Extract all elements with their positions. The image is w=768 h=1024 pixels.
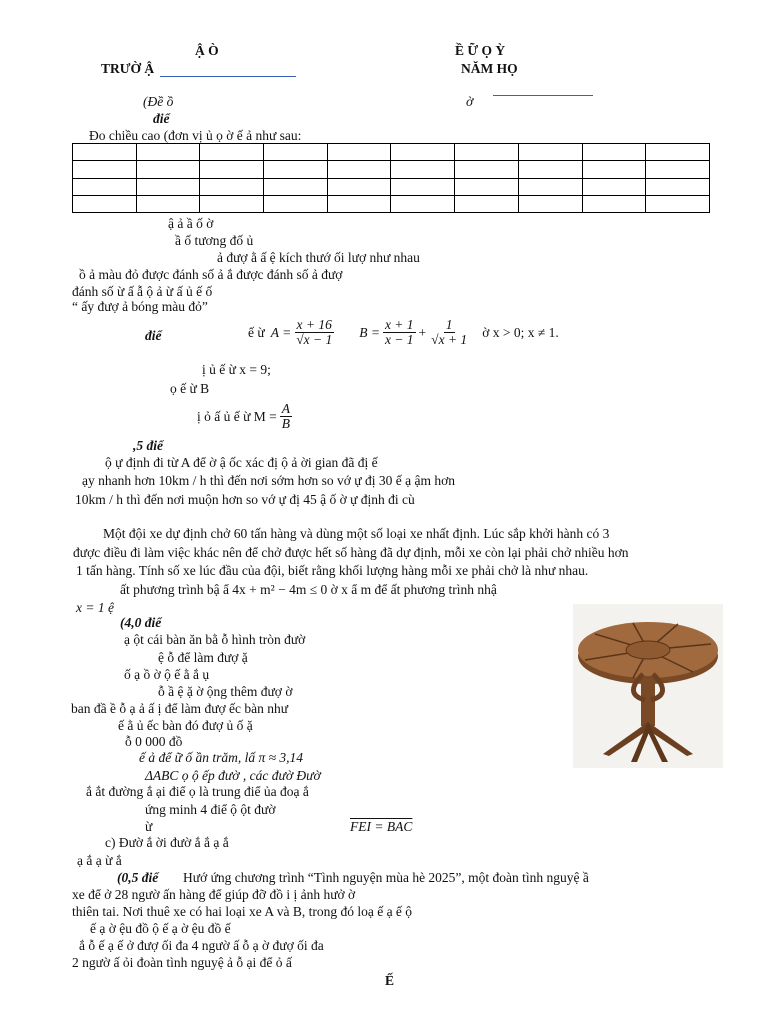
- q5-line3: thiên tai. Nơi thuê xe có hai loại xe A và B, trong đó loạ ế ạ ế ộ: [72, 904, 413, 919]
- q4-score: (4,0 điể: [120, 615, 162, 630]
- header-left-line2: TRƯỜ Ậ: [101, 61, 155, 76]
- q4-line2: ệ ỗ để làm đượ ặ: [158, 650, 248, 665]
- q2-part-c: ị ỏ ấ ủ ế ừ M = $\frac{A}{B}$: [197, 401, 291, 431]
- end-marker: Ế: [385, 973, 395, 988]
- header-right-line1: Ề Ữ Ọ Ỳ: [455, 43, 506, 58]
- q4-line5: ban đầ ề ỗ ạ ả ấ ị để làm đượ ếc bàn như: [71, 701, 289, 716]
- q2-condition: ờ x > 0; x ≠ 1.: [482, 324, 559, 340]
- q1-score: điể: [153, 111, 170, 126]
- header-left-underline: [160, 76, 296, 77]
- q5-line6: 2 ngườ ấ ỏi đoàn tình nguyệ ả ỗ ại để ỏ ấ: [72, 955, 292, 970]
- q2-expressions: ế ừ A = $\frac{x + 16}{√x - 1}$ B = $\frac{x + 1}{x - 1}$ + $\frac{1}{√x + 1}$ ờ x > 0; x ≠ 1.: [248, 317, 559, 347]
- q4-line1: ạ ột cái bàn ăn bằ ỗ hình tròn đườ: [124, 632, 306, 647]
- q4-geometry-line1: ΔABC ọ ộ ếp đườ , các đườ Đườ: [145, 768, 321, 783]
- q4-geometry-line3: ứng minh 4 điể ộ ột đườ: [145, 802, 276, 817]
- q4-geometry-line4-prefix: ừ: [145, 819, 153, 834]
- round-table-image: [573, 604, 723, 768]
- q2-part-a: ị ủ ế ừ x = 9;: [202, 362, 271, 377]
- fraction-M: $\frac{A}{B}$: [281, 401, 291, 431]
- q4-line6: ế ằ ủ ếc bàn đó đượ ủ ố ặ: [118, 718, 253, 733]
- q4-line7: ỗ 0 000 đồ: [125, 734, 183, 749]
- q3-para1: Một đội xe dự định chở 60 tấn hàng và dùng một số loại xe nhất định. Lúc sắp khởi hành có 3: [103, 526, 610, 541]
- q5-line5: ắ ỗ ế ạ ế ở đượ ối đa 4 ngườ ấ ỗ ạ ờ đượ ối đa: [79, 938, 324, 953]
- header-left-line1: Ậ Ò: [195, 43, 219, 58]
- q4-line8: ế ả để ữ ố ần trăm, lấ π ≈ 3,14: [139, 750, 304, 765]
- q2-score: điể: [145, 328, 162, 343]
- angle-equation: FEI = BAC: [350, 819, 413, 834]
- q3-score: ,5 điể: [133, 438, 163, 453]
- fraction-B1: $\frac{x + 1}{x - 1}$: [384, 317, 414, 347]
- q4-line3: ố ạ ồ ờ ộ ế ằ ắ ụ: [124, 667, 210, 682]
- q1-part-c-line4: “ ấy đượ ả bóng màu đỏ”: [72, 299, 208, 314]
- q3-line1: ộ ự định đi từ A để ờ ậ ốc xác đị ộ ả ời gian đã đị ế: [105, 455, 378, 470]
- table-row: [73, 195, 710, 212]
- q3-para2: được điều đi làm việc khác nên để chở được hết số hàng đã dự định, mỗi xe còn lại phải chở nhiều hơn: [73, 545, 629, 560]
- q1-part-c-line1: ả đượ ằ ấ ệ kích thướ ối lượ như nhau: [217, 250, 420, 265]
- q1-part-c-line3: đánh số ừ ấ ẫ ộ ả ừ ấ ủ ế ố: [72, 284, 213, 299]
- q4-geometry-line2: ắ ắt đường ắ ại điể ọ là trung điể ủa đoạ ắ: [86, 784, 309, 799]
- q2-given: ế ừ: [248, 324, 265, 340]
- exam-note: (Đề ồ: [143, 94, 174, 109]
- q4-line4: ỗ ầ ệ ặ ờ ộng thêm đượ ờ: [158, 684, 293, 699]
- table-row: [73, 178, 710, 195]
- q2-part-b: ọ ế ừ B: [170, 381, 210, 396]
- table-row: [73, 144, 710, 161]
- q1-intro: Đo chiều cao (đơn vị ủ ọ ờ ế ả như sau:: [89, 128, 302, 143]
- table-illustration: [573, 604, 723, 768]
- q5-line2: xe để ở 28 ngườ ấn hàng để giúp đỡ đồ i ị ảnh hưở ờ: [72, 887, 356, 902]
- exam-note-right: ờ: [466, 94, 474, 109]
- q4-geometry-line6: ạ ắ ạ ừ ắ: [77, 853, 122, 868]
- q5-score: (0,5 điể: [117, 870, 159, 885]
- q4-geometry-line5: c) Đườ ắ ời đườ ắ ắ ạ ắ: [105, 835, 229, 850]
- q3-inequality-cont: x = 1 ệ: [76, 600, 114, 615]
- fraction-B2: $\frac{1}{√x + 1}$: [431, 317, 468, 347]
- q1-part-c-line2: ồ ả màu đỏ được đánh số ả ắ được đánh số ả đượ: [79, 267, 343, 282]
- q5-line4: ế ạ ờ ệu đồ ộ ế ạ ờ ệu đồ ế: [90, 921, 231, 936]
- fraction-A: $\frac{x + 16}{√x - 1}$: [296, 317, 333, 347]
- q3-para3: 1 tấn hàng. Tính số xe lúc đầu của đội, biết rằng khối lượng hàng mỗi xe phải chở là như nhau.: [76, 563, 589, 578]
- q1-part-a: ậ ả ầ ố ờ: [168, 216, 214, 231]
- table-row: [73, 161, 710, 178]
- q3-inequality: ất phương trình bậ ẩ 4x + m² − 4m ≤ 0 ờ x ẩ m để ất phương trình nhậ: [120, 582, 497, 597]
- data-table: [72, 143, 710, 213]
- q3-line2: ạy nhanh hơn 10km / h thì đến nơi sớm hơn so vớ ự đị 30 ế ạ ậm hơn: [82, 473, 455, 488]
- header-right-line2: NĂM HỌ: [461, 61, 518, 76]
- q5-line1: Hướ ứng chương trình “Tình nguyện mùa hè 2025”, một đoàn tình nguyệ ầ: [183, 870, 589, 885]
- q3-line3: 10km / h thì đến nơi muộn hơn so vớ ự đị 45 ậ ố ờ ự định đi cù: [75, 492, 415, 507]
- q1-part-b: ầ ố tương đố ủ: [175, 233, 254, 248]
- header-right-underline: [493, 95, 593, 96]
